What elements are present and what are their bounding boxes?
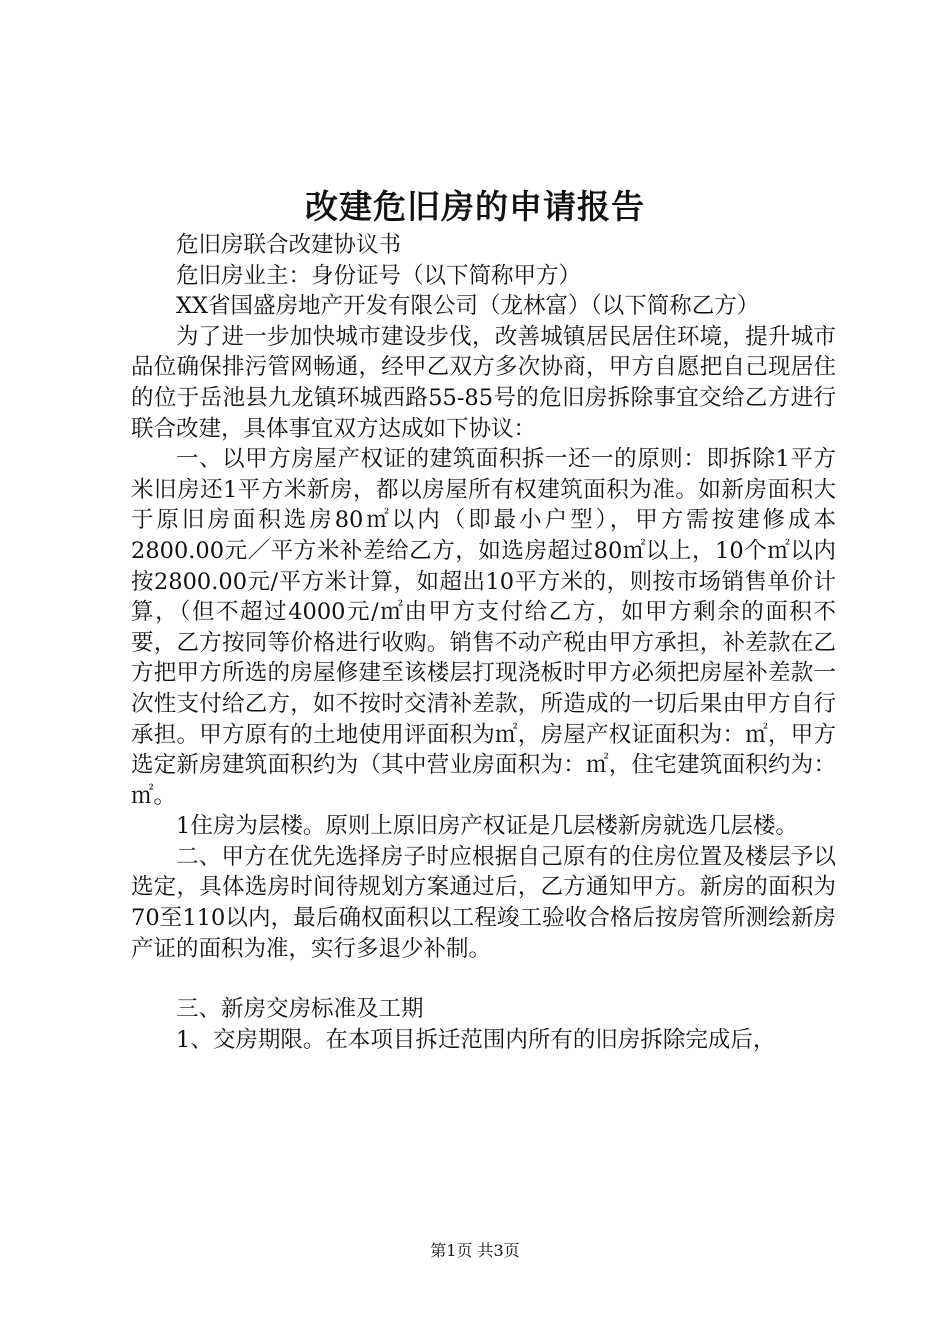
paragraph-clause-1-note: 1住房为层楼。原则上原旧房产权证是几层楼新房就选几层楼。: [176, 813, 798, 840]
paragraph-clause-3-item-1: 1、交房期限。在本项目拆迁范围内所有的旧房拆除完成后，: [176, 1026, 776, 1053]
paragraph-clause-3-heading: 三、新房交房标准及工期: [176, 996, 424, 1023]
paragraph-party-a: 危旧房业主：身份证号（以下简称甲方）: [176, 262, 582, 289]
paragraph-clause-1: 一、以甲方房屋产权证的建筑面积拆一还一的原则：即拆除1平方米旧房还1平方米新房，都以房屋所有权建筑面积为准。如新房面积大于原旧房面积选房80㎡以内（即最小户型），甲方需按建修成本2800.00元／平方米补差给乙方，如选房超过80㎡以上，10个㎡以内按2800.00元/平方米计算，如超出10平方米的，则按市场销售单价计算，（但不超过4000元/㎡由甲方支付给乙方，如甲方剩余的面积不要，乙方按同等价格进行收购。销售不动产税由甲方承担，补差款在乙方把甲方所选的房屋修建至该楼层打现浇板时甲方必须把房屋补差款一次性支付给乙方，如不按时交清补差款，所造成的一切后果由甲方自行承担。甲方原有的土地使用评面积为㎡，房屋产权证面积为：㎡，甲方选定新房建筑面积约为（其中营业房面积为：㎡，住宅建筑面积约为：㎡。: [131, 446, 836, 809]
paragraph-clause-2: 二、甲方在优先选择房子时应根据自己原有的住房位置及楼层予以选定，具体选房时间待规划方案通过后，乙方通知甲方。新房的面积为70至110以内，最后确权面积以工程竣工验收合格后按房管所测绘新房产证的面积为准，实行多退少补制。: [131, 843, 836, 962]
paragraph-party-b: XX省国盛房地产开发有限公司（龙林富）（以下简称乙方）: [176, 293, 760, 320]
paragraph-agreement-title: 危旧房联合改建协议书: [176, 232, 402, 258]
document-body: [131, 230, 836, 1055]
document-title: 改建危旧房的申请报告: [305, 187, 645, 226]
paragraph-preamble: 为了进一步加快城市建设步伐，改善城镇居民居住环境，提升城市品位确保排污管网畅通，经甲乙双方多次协商，甲方自愿把自己现居住的位于岳池县九龙镇环城西路55-85号的危旧房拆除事宜交给乙方进行联合改建，具体事宜双方达成如下协议：: [131, 323, 836, 442]
page-footer: 第1页 共3页: [430, 1241, 520, 1260]
